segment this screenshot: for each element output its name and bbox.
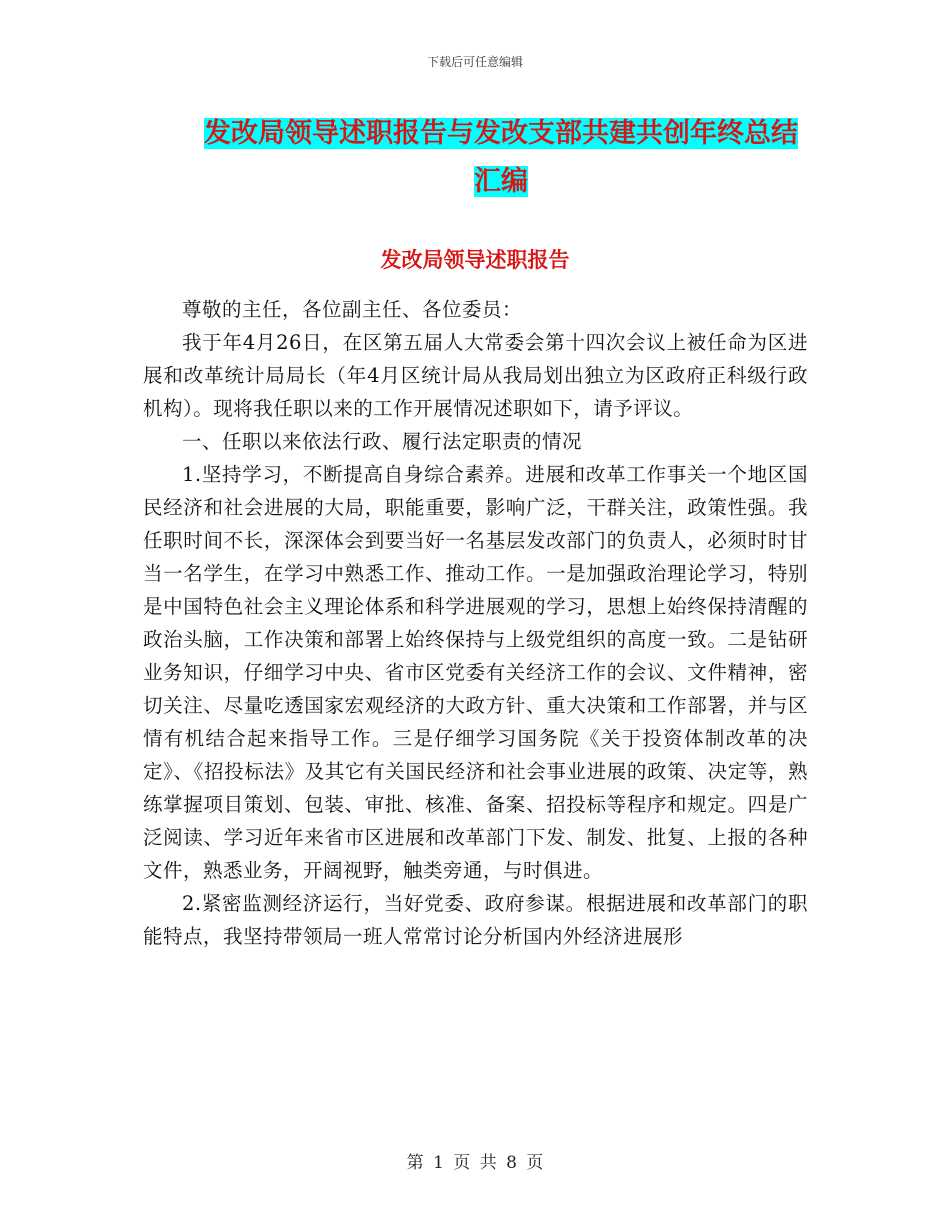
body-paragraph: 1.坚持学习，不断提高自身综合素养。进展和改革工作事关一个地区国民经济和社会进展的大局，职能重要，影响广泛，干群关注，政策性强。我任职时间不长，深深体会到要当好一名基层发改部门的负责人，必须时时甘当一名学生，在学习中熟悉工作、推动工作。一是加强政治理论学习，特别是中国特色社会主义理论体系和科学进展观的学习，思想上始终保持清醒的政治头脑，工作决策和部署上始终保持与上级党组织的高度一致。二是钻研业务知识，仔细学习中央、省市区党委有关经济工作的会议、文件精神，密切关注、尽量吃透国家宏观经济的大政方针、重大决策和工作部署，并与区情有机结合起来指导工作。三是仔细学习国务院《关于投资体制改革的决定》、《招投标法》及其它有关国民经济和社会事业进展的政策、决定等，熟练掌握项目策划、包装、审批、核准、备案、招投标等程序和规定。四是广泛阅读、学习近年来省市区进展和改革部门下发、制发、批复、上报的各种文件，熟悉业务，开阔视野，触类旁通，与时俱进。	[143, 463, 808, 882]
intro-paragraph: 我于年4月26日，在区第五届人大常委会第十四次会议上被任命为区进展和改革统计局局长（年4月区统计局从我局划出独立为区政府正科级行政机构）。现将我任职以来的工作开展情况述职如下，请予评议。	[143, 331, 808, 420]
page-number: 第 1 页 共 8 页	[406, 1153, 544, 1173]
document-title-highlight: 发改局领导述职报告与发改支部共建共创年终总结汇编	[204, 118, 798, 197]
document-subtitle: 发改局领导述职报告	[380, 248, 570, 272]
salutation-paragraph: 尊敬的主任，各位副主任、各位委员：	[182, 298, 523, 321]
header-note: 下载后可任意编辑	[426, 55, 523, 69]
body-paragraph: 2.紧密监测经济运行，当好党委、政府参谋。根据进展和改革部门的职能特点，我坚持带领局一班人常常讨论分析国内外经济进展形	[143, 892, 808, 948]
document-body	[143, 293, 808, 953]
document-title	[196, 110, 806, 206]
section-heading: 一、任职以来依法行政、履行法定职责的情况	[182, 430, 583, 453]
